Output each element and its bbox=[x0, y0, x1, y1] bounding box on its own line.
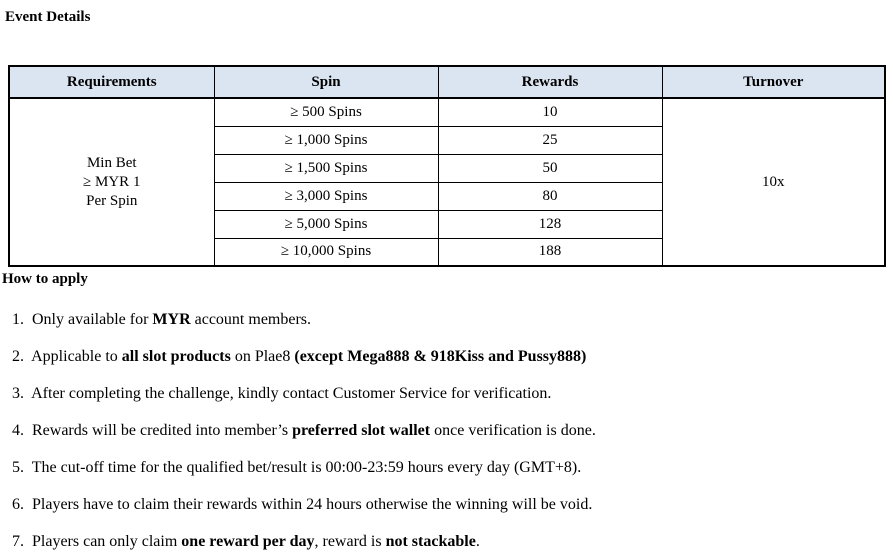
list-item-text: Applicable to all slot products on Plae8 (except Mega888 & 918Kiss and Pussy888) bbox=[31, 348, 587, 365]
page-title: Event Details bbox=[5, 9, 91, 25]
list-item-number: 6. bbox=[12, 496, 24, 513]
spin-cell: ≥ 10,000 Spins bbox=[214, 238, 438, 266]
column-header-requirements: Requirements bbox=[9, 66, 214, 98]
reward-cell: 188 bbox=[438, 238, 662, 266]
reward-cell: 10 bbox=[438, 98, 662, 126]
reward-cell: 25 bbox=[438, 126, 662, 154]
list-item-text: The cut-off time for the qualified bet/result is 00:00-23:59 hours every day (GMT+8). bbox=[31, 459, 582, 476]
event-details-page bbox=[0, 8, 893, 559]
spin-cell: ≥ 5,000 Spins bbox=[214, 210, 438, 238]
list-item-number: 1. bbox=[12, 311, 24, 328]
list-item-number: 7. bbox=[12, 533, 24, 550]
list-item-number: 3. bbox=[12, 385, 24, 402]
requirement-line: Per Spin bbox=[86, 192, 138, 209]
spin-cell: ≥ 3,000 Spins bbox=[214, 182, 438, 210]
spin-cell: ≥ 1,500 Spins bbox=[214, 154, 438, 182]
turnover-cell: 10x bbox=[662, 98, 885, 266]
list-item-number: 2. bbox=[12, 348, 24, 365]
event-rewards-table bbox=[8, 65, 886, 267]
list-item-number: 5. bbox=[12, 459, 24, 476]
reward-cell: 80 bbox=[438, 182, 662, 210]
list-item bbox=[12, 531, 893, 552]
requirement-line: ≥ MYR 1 bbox=[83, 173, 141, 190]
how-to-apply-title: How to apply bbox=[2, 271, 88, 287]
list-item bbox=[12, 457, 893, 478]
requirement-line: Min Bet bbox=[86, 154, 137, 171]
reward-cell: 50 bbox=[438, 154, 662, 182]
list-item-text: After completing the challenge, kindly contact Customer Service for verification. bbox=[31, 385, 552, 402]
list-item bbox=[12, 383, 893, 404]
list-item-text: Players have to claim their rewards within 24 hours otherwise the winning will be void. bbox=[32, 496, 593, 513]
list-item bbox=[12, 494, 893, 515]
column-header-spin: Spin bbox=[214, 66, 438, 98]
how-to-apply-list bbox=[0, 309, 893, 552]
reward-cell: 128 bbox=[438, 210, 662, 238]
column-header-turnover: Turnover bbox=[662, 66, 885, 98]
table-header-row bbox=[9, 66, 885, 98]
list-item bbox=[12, 346, 893, 367]
list-item-text: Players can only claim one reward per day, reward is not stackable. bbox=[32, 533, 480, 550]
list-item bbox=[12, 309, 893, 330]
list-item bbox=[12, 420, 893, 441]
column-header-rewards: Rewards bbox=[438, 66, 662, 98]
list-item-text: Only available for MYR account members. bbox=[32, 311, 312, 328]
list-item-number: 4. bbox=[12, 422, 24, 439]
table-row bbox=[9, 98, 885, 126]
spin-cell: ≥ 1,000 Spins bbox=[214, 126, 438, 154]
list-item-text: Rewards will be credited into member’s preferred slot wallet once verification is done. bbox=[32, 422, 596, 439]
spin-cell: ≥ 500 Spins bbox=[214, 98, 438, 126]
requirements-cell bbox=[9, 98, 214, 266]
